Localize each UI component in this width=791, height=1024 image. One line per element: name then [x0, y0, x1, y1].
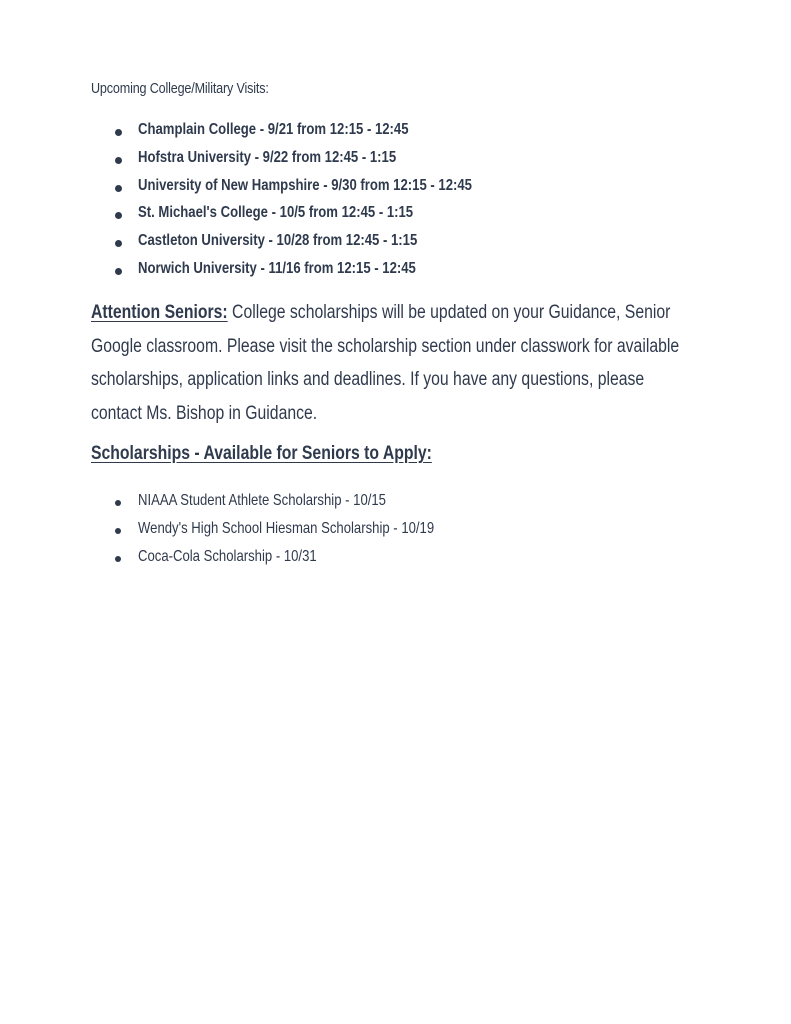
- visit-text: Castleton University - 10/28 from 12:45 - 1:15: [138, 232, 418, 250]
- scholarships-heading: Scholarships - Available for Seniors to Apply:: [91, 443, 432, 464]
- visit-text: St. Michael's College - 10/5 from 12:45 - 1:15: [138, 204, 414, 222]
- bullet-icon: [115, 528, 121, 534]
- bullet-icon: [115, 129, 122, 136]
- visits-list: [0, 119, 545, 286]
- list-item: [0, 175, 545, 203]
- bullet-icon: [115, 212, 122, 219]
- attention-lead: Attention Seniors:: [91, 302, 228, 323]
- list-item: [0, 518, 499, 546]
- bullet-icon: [115, 240, 122, 247]
- visit-text: University of New Hampshire - 9/30 from 12:15 - 12:45: [138, 176, 472, 194]
- scholarship-text: Coca-Cola Scholarship - 10/31: [138, 548, 317, 565]
- visits-heading: Upcoming College/Military Visits:: [91, 80, 269, 97]
- bullet-icon: [115, 268, 122, 275]
- list-item: [0, 119, 545, 147]
- list-item: [0, 230, 545, 258]
- bullet-icon: [115, 500, 121, 506]
- bullet-icon: [115, 185, 122, 192]
- visit-text: Champlain College - 9/21 from 12:15 - 12:45: [138, 121, 409, 138]
- visit-text: Hofstra University - 9/22 from 12:45 - 1:15: [138, 148, 397, 166]
- visit-text: Norwich University - 11/16 from 12:15 - 12:45: [138, 259, 416, 277]
- attention-body: College scholarships will be updated on your Guidance, Senior Google classroom. Please visit the scholarship section under classwork for available scholarships, application links and deadlines. If you have any questions, please contact Ms. Bishop in Guidance.: [91, 302, 680, 424]
- list-item: [0, 202, 545, 230]
- list-item: [0, 546, 499, 574]
- scholarship-text: NIAAA Student Athlete Scholarship - 10/15: [138, 492, 386, 509]
- scholarship-text: Wendy's High School Hiesman Scholarship - 10/19: [138, 520, 435, 537]
- bullet-icon: [115, 556, 121, 562]
- list-item: [0, 147, 545, 175]
- list-item: [0, 258, 545, 286]
- attention-paragraph: [91, 296, 689, 430]
- list-item: [0, 490, 499, 518]
- scholarships-list: [0, 490, 499, 574]
- bullet-icon: [115, 157, 122, 164]
